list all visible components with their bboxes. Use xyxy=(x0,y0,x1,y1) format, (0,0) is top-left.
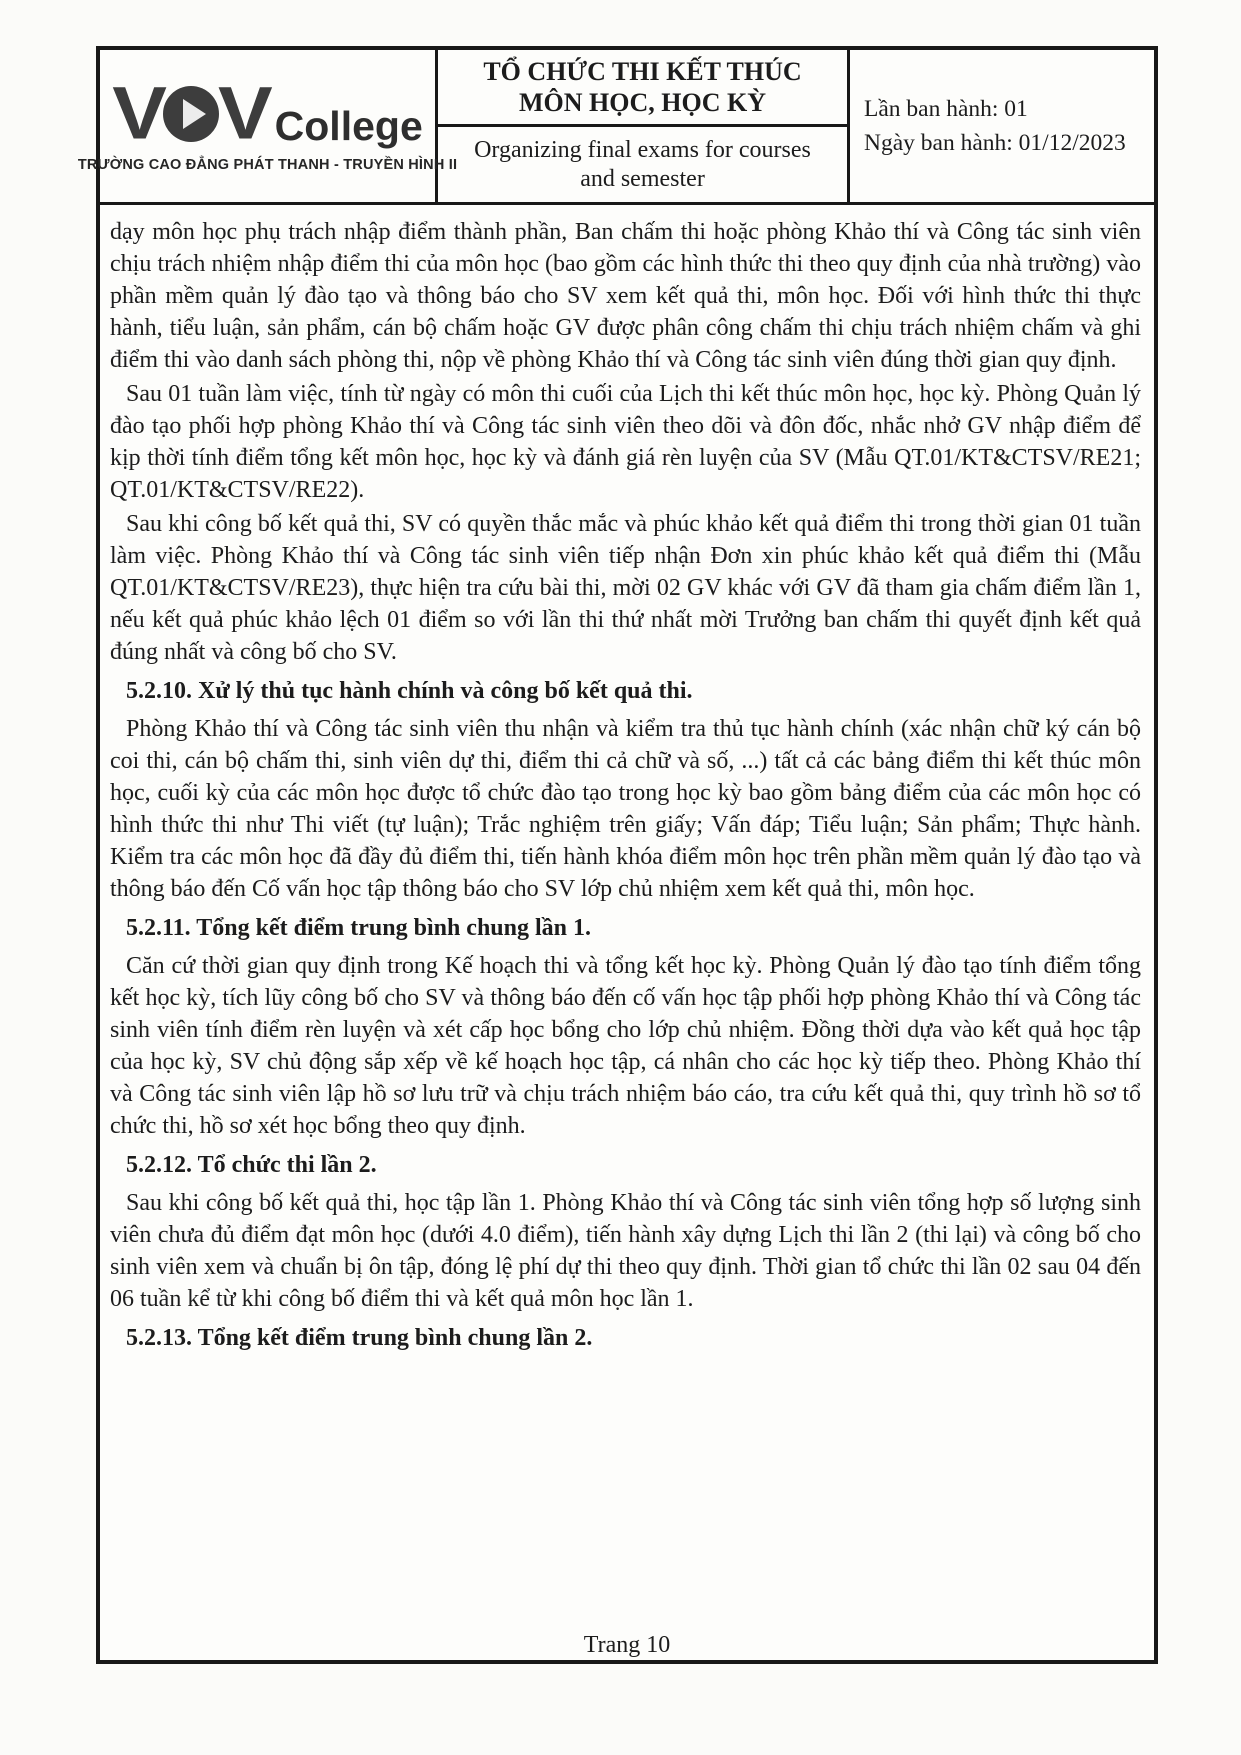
section-heading-5-2-13: 5.2.13. Tổng kết điểm trung bình chung lần 2. xyxy=(126,1325,593,1351)
document-border-frame xyxy=(77,46,1158,1664)
document-title-vi xyxy=(438,50,847,127)
document-title-en xyxy=(438,127,847,202)
section-heading-5-2-10: 5.2.10. Xử lý thủ tục hành chính và công bố kết quả thi. xyxy=(126,678,693,704)
logo-tagline: TRƯỜNG CAO ĐẲNG PHÁT THANH - TRUYỀN HÌNH II xyxy=(77,156,458,173)
issue-date: Ngày ban hành: 01/12/2023 xyxy=(864,130,1126,156)
play-icon xyxy=(163,86,219,142)
paragraph: Căn cứ thời gian quy định trong Kế hoạch thi và tổng kết học kỳ. Phòng Quản lý đào tạo tính điểm tổng kết học kỳ, tích lũy công bố cho SV và thông báo đến cố vấn học tập phối hợp phòng Khảo thí và Công tác sinh viên tính điểm rèn luyện và xét cấp học bổng cho lớp chủ nhiệm. Đồng thời dựa vào kết quả học tập của học kỳ, SV chủ động sắp xếp về kế hoạch học tập, cá nhân cho các học kỳ tiếp theo. Phòng Khảo thí và Công tác sinh viên lập hồ sơ lưu trữ và chịu trách nhiệm báo cáo, tra cứu kết quả thi, quy trình hồ sơ tổ chức thi, hồ sơ xét học bổng theo quy định. xyxy=(110,953,1141,1139)
issue-info-cell xyxy=(850,50,1154,202)
page-number: Trang 10 xyxy=(583,1632,671,1658)
title-en-line2: and semester xyxy=(580,165,705,192)
document-header xyxy=(77,50,1154,205)
vov-logo xyxy=(112,72,423,155)
title-cell xyxy=(438,50,850,202)
logo-letter-v2: V xyxy=(217,72,266,155)
title-vi-line2: MÔN HỌC, HỌC KỲ xyxy=(519,88,766,118)
paragraph: Sau khi công bố kết quả thi, học tập lần 1. Phòng Khảo thí và Công tác sinh viên tổng hợp số lượng sinh viên chưa đủ điểm đạt môn học (dưới 4.0 điểm), tiến hành xây dựng Lịch thi lần 2 (thi lại) và công bố cho sinh viên xem và chuẩn bị ôn tập, đóng lệ phí dự thi theo quy định. Thời gian tổ chức thi lần 02 sau 04 đến 06 tuần kể từ khi công bố điểm thi và kết quả môn học lần 1. xyxy=(110,1190,1141,1312)
title-en-line1: Organizing final exams for courses xyxy=(474,136,811,163)
title-vi-line1: TỔ CHỨC THI KẾT THÚC xyxy=(483,56,802,86)
paragraph: Sau 01 tuần làm việc, tính từ ngày có môn thi cuối của Lịch thi kết thúc môn học, học kỳ. Phòng Quản lý đào tạo phối hợp phòng Khảo thí và Công tác sinh viên theo dõi và đôn đốc, nhắc nhở GV nhập điểm để kịp thời tính điểm tổng kết môn học, học kỳ và đánh giá rèn luyện của SV (Mẫu QT.01/KT&CTSV/RE21; QT.01/KT&CTSV/RE22). xyxy=(110,381,1141,503)
logo-college-label: College xyxy=(274,102,423,149)
paragraph: Phòng Khảo thí và Công tác sinh viên thu nhận và kiểm tra thủ tục hành chính (xác nhận chữ ký cán bộ coi thi, cán bộ chấm thi, sinh viên dự thi, điểm thi cả chữ và số, ...) tất cả các bảng điểm thi kết thúc môn học, cuối kỳ của các môn học được tổ chức đào tạo trong học kỳ bao gồm bảng điểm của các môn học có hình thức thi như Thi viết (tự luận); Trắc nghiệm trên giấy; Vấn đáp; Tiểu luận; Sản phẩm; Thực hành. Kiểm tra các môn học đã đầy đủ điểm thi, tiến hành khóa điểm môn học trên phần mềm quản lý đào tạo và thông báo đến Cố vấn học tập thông báo cho SV lớp chủ nhiệm xem kết quả thi, môn học. xyxy=(110,716,1141,902)
logo-cell xyxy=(77,50,458,202)
paragraph: Sau khi công bố kết quả thi, SV có quyền thắc mắc và phúc khảo kết quả điểm thi trong thời gian 01 tuần làm việc. Phòng Khảo thí và Công tác sinh viên tiếp nhận Đơn xin phúc khảo kết quả điểm thi (Mẫu QT.01/KT&CTSV/RE23), thực hiện tra cứu bài thi, mời 02 GV khác với GV đã tham gia chấm điểm lần 1, nếu kết quả phúc khảo lệch 01 điểm so với lần thi thứ nhất mời Trưởng ban chấm thi quyết định kết quả đúng nhất và công bố cho SV. xyxy=(110,511,1141,665)
section-heading-5-2-12: 5.2.12. Tổ chức thi lần 2. xyxy=(126,1152,377,1178)
issue-number: Lần ban hành: 01 xyxy=(864,95,1028,122)
document-body xyxy=(100,205,1154,1354)
section-heading-5-2-11: 5.2.11. Tổng kết điểm trung bình chung lần 1. xyxy=(126,915,592,941)
logo-letter-v1: V xyxy=(112,72,160,155)
paragraph: dạy môn học phụ trách nhập điểm thành phần, Ban chấm thi hoặc phòng Khảo thí và Công tác sinh viên chịu trách nhiệm nhập điểm thi của môn học (bao gồm các hình thức thi theo quy định của nhà trường) vào phần mềm quản lý đào tạo và thông báo cho SV xem kết quả thi, môn học. Đối với hình thức thi thực hành, tiểu luận, sản phẩm, cán bộ chấm hoặc GV được phân công chấm thi chịu trách nhiệm chấm và ghi điểm thi vào danh sách phòng thi, nộp về phòng Khảo thí và Công tác sinh viên đúng thời gian quy định. xyxy=(110,219,1141,373)
